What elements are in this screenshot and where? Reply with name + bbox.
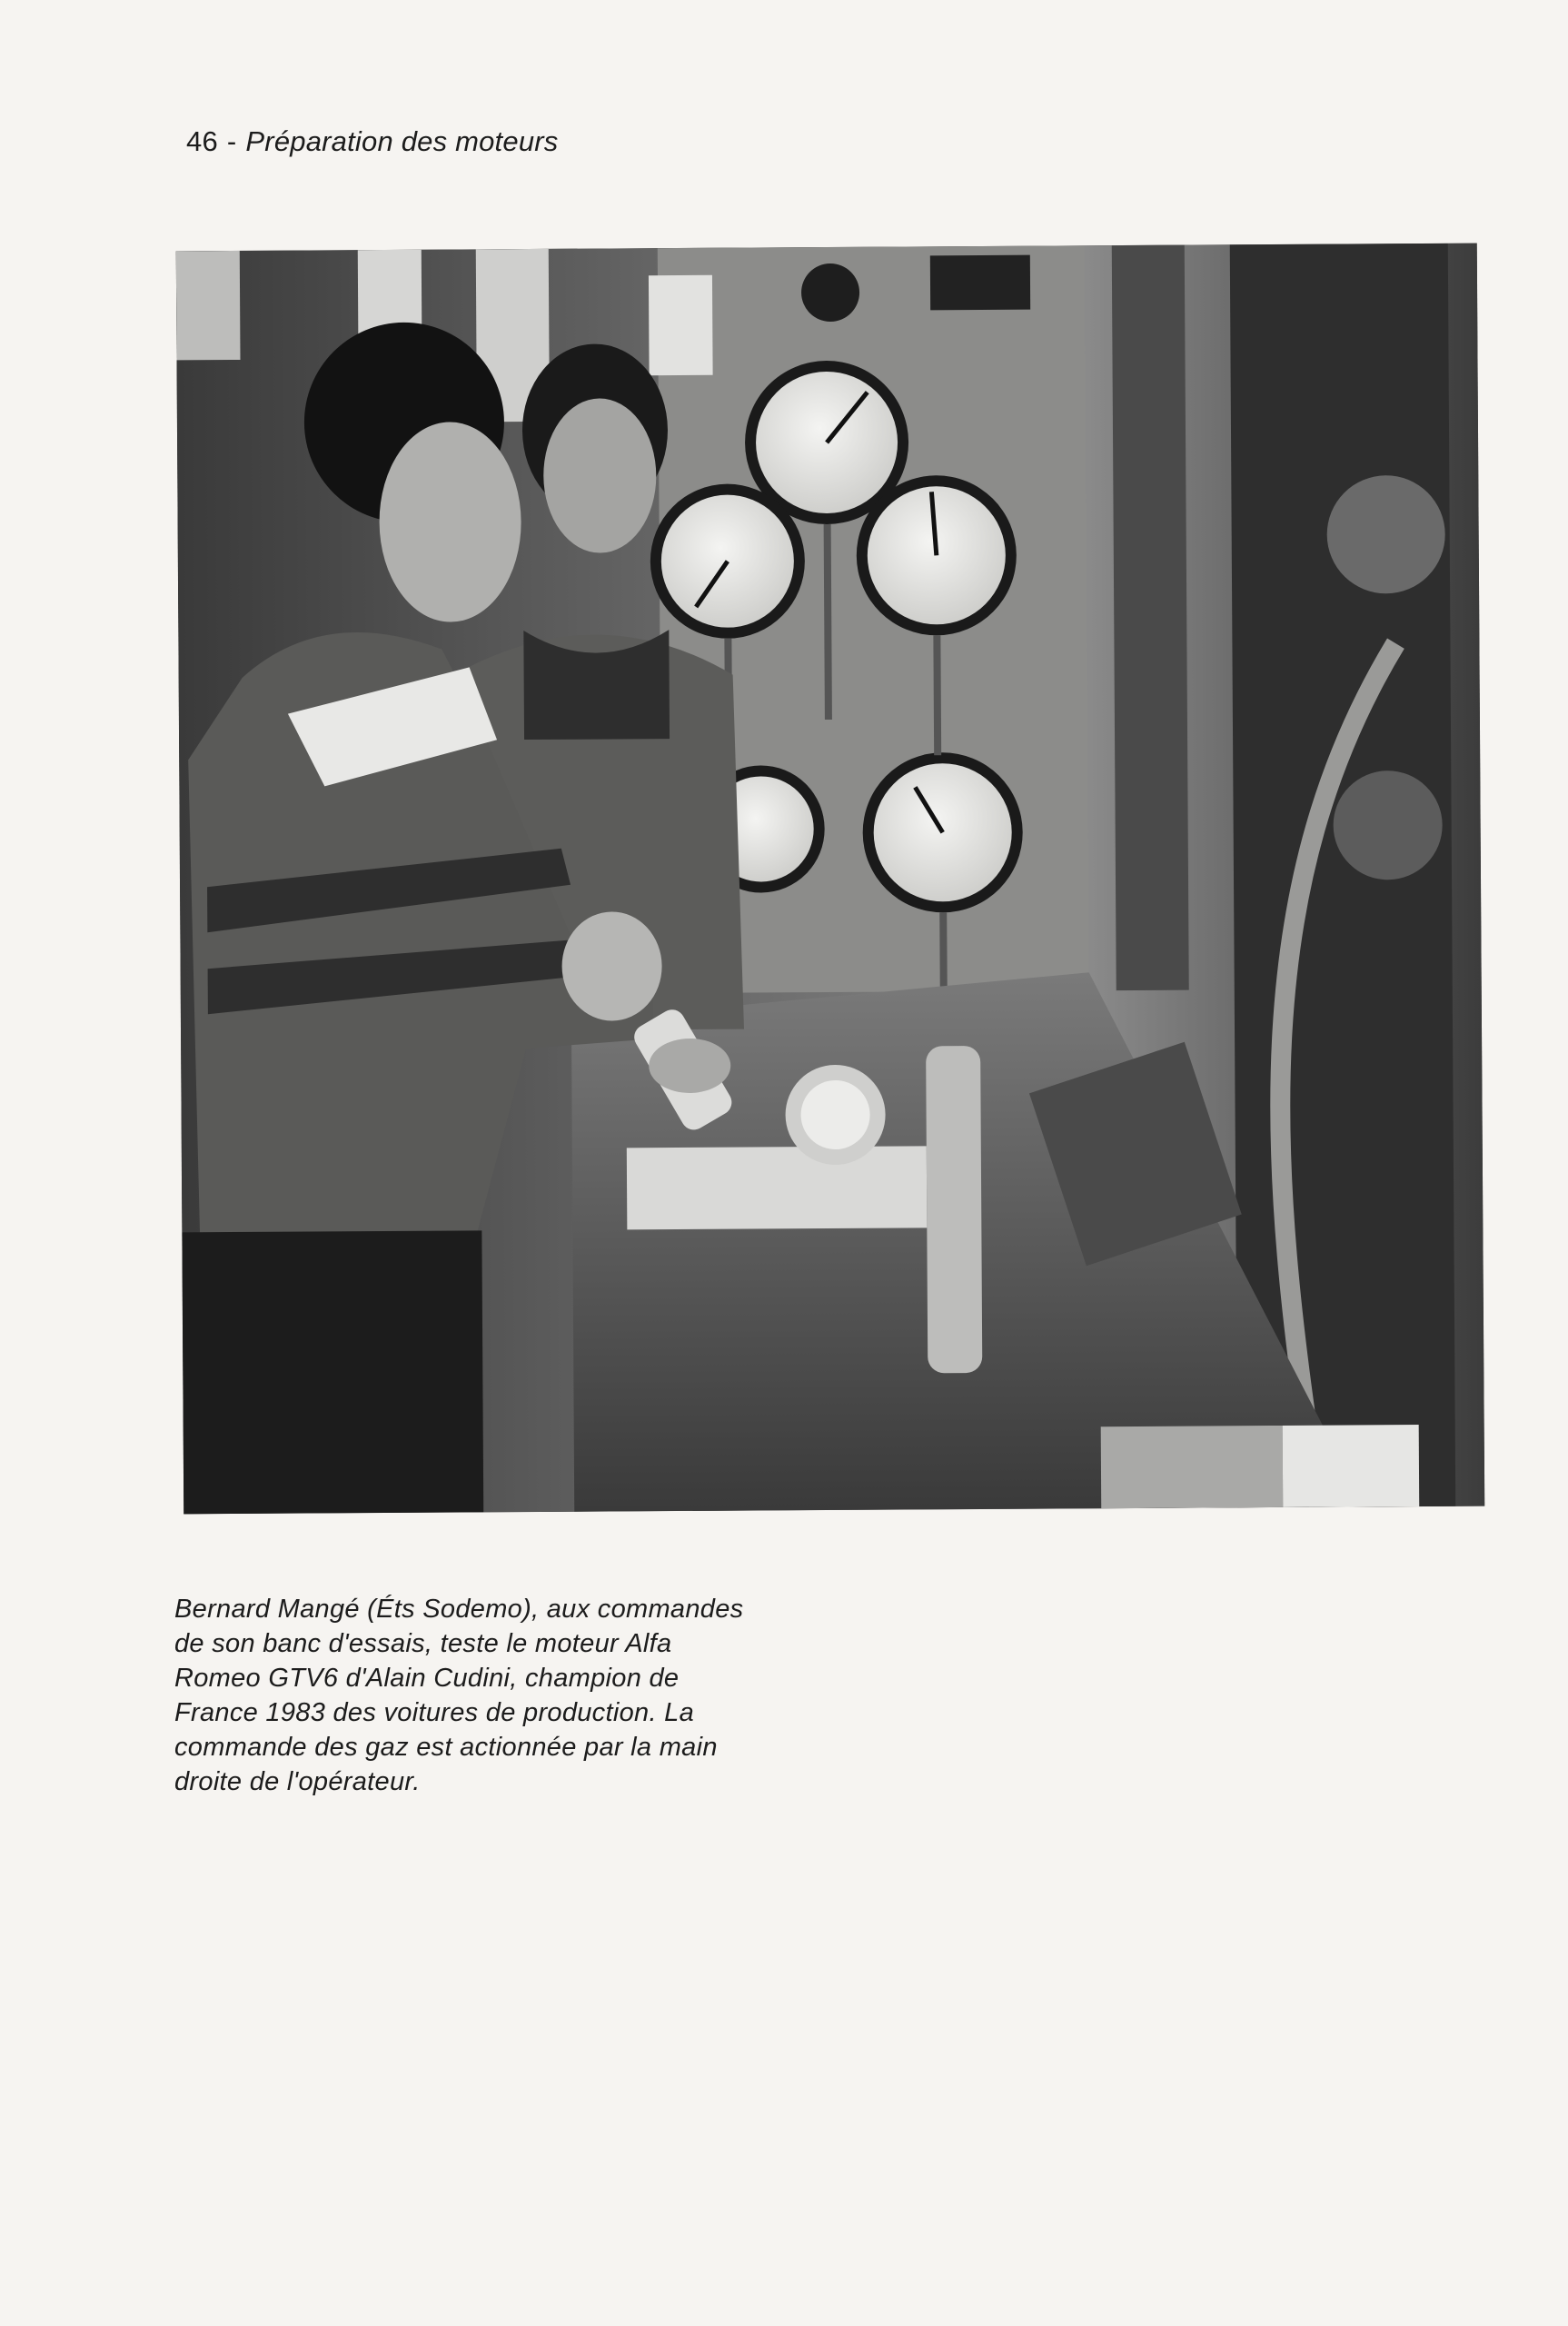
caption-line: de son banc d'essais, teste le moteur Alfa xyxy=(174,1629,672,1658)
photo-caption xyxy=(174,1592,774,1799)
gauge-right xyxy=(856,475,1017,636)
caption-line: droite de l'opérateur. xyxy=(174,1767,421,1796)
caption-line: Romeo GTV6 d'Alain Cudini, champion de xyxy=(174,1664,680,1693)
gauge-bottom xyxy=(862,752,1023,913)
gauge-left xyxy=(650,483,805,639)
page-number: 46 xyxy=(186,125,218,157)
photo-illustration xyxy=(176,244,1484,1515)
header-separator: - xyxy=(226,125,237,157)
running-head xyxy=(186,125,558,158)
caption-line: commande des gaz est actionnée par la main xyxy=(174,1733,718,1762)
caption-line: France 1983 des voitures de production. La xyxy=(174,1698,695,1727)
caption-line: Bernard Mangé (Éts Sodemo), aux commandes xyxy=(174,1595,744,1624)
bottle xyxy=(926,1046,982,1373)
chapter-title: Préparation des moteurs xyxy=(245,125,559,157)
engine-test-bench-photo xyxy=(176,244,1484,1515)
